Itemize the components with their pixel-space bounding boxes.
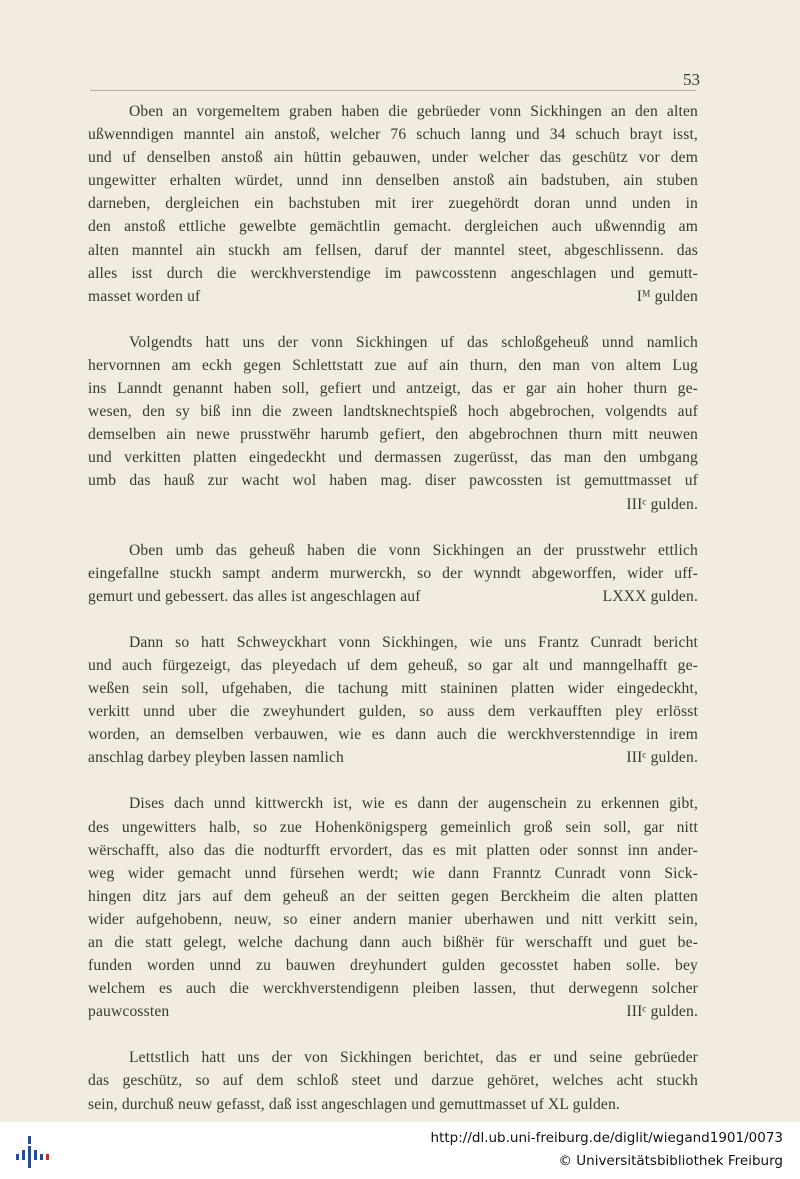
paragraph xyxy=(88,631,698,770)
text-line: eingefallne stuckh sampt anderm murwerckh, so der wynndt abgeworffen, wider uff- xyxy=(88,564,698,582)
text-line: und auch fürgezeigt, das pleyedach uf dem geheuß, so gar alt und manngelhafft ge- xyxy=(88,656,698,674)
text-line-end: anschlag darbey pleyben lassen namlich xyxy=(88,749,344,767)
text-line: weg wider gemacht unnd fürsehen werdt; wie dann Franntz Cunradt vonn Sick- xyxy=(88,864,698,882)
amount-value: IIIᶜ gulden. xyxy=(626,1003,698,1021)
paragraph xyxy=(88,792,698,1023)
text-line-end: gemurt und gebessert. das alles ist angeschlagen auf xyxy=(88,587,421,605)
paragraph xyxy=(88,331,698,516)
text-line: den anstoß ettliche gewelbte gemächtlin gemacht. dergleichen auch ußwenndig am xyxy=(88,218,698,236)
text-line-end: pauwcossten xyxy=(88,1003,170,1021)
text-line: hervornnen am eckh gegen Schlettstatt zue auf ain thurn, den man von altem Lug xyxy=(88,356,698,374)
text-line: alles isst durch die werckhverstendige im pawcosstenn angeschlagen und gemutt- xyxy=(88,264,698,282)
text-line: wesen, den sy biß inn die zween landtsknechtspieß hoch abgebrochen, volgendts auf xyxy=(88,403,698,421)
text-line: Dann so hatt Schweyckhart vonn Sickhingen, wie uns Frantz Cunradt bericht xyxy=(129,633,698,651)
text-line: welchem es auch die werckhverstendigenn pleiben lassen, thut derwegenn solcher xyxy=(88,980,698,998)
text-line: wërschafft, also das die nodturfft ervordert, das es mit platten oder sonnst inn ander- xyxy=(88,841,698,859)
text-line: darneben, dergleichen ein bachstuben mit irer zuegehördt doran unnd unden in xyxy=(88,195,698,213)
header-rule xyxy=(90,90,696,91)
document-url-link[interactable]: http://dl.ub.uni-freiburg.de/diglit/wiegand1901/0073 xyxy=(430,1130,783,1146)
amount-value: Iᴹ gulden xyxy=(636,287,698,305)
text-line: Oben umb das geheuß haben die vonn Sickhingen an der prusstwehr ettlich xyxy=(129,541,698,559)
text-line-final xyxy=(88,493,698,516)
text-line-final xyxy=(88,746,698,769)
text-line: ußwenndigen manntel ain anstoß, welcher 76 schuch lanng und 34 schuch brayt isst, xyxy=(88,126,698,144)
text-line-final xyxy=(88,1000,698,1023)
text-line-final xyxy=(88,285,698,308)
page-number: 53 xyxy=(683,70,700,89)
amount-value: LXXX gulden. xyxy=(602,587,698,605)
ub-freiburg-logo-icon xyxy=(12,1132,52,1172)
text-line: an die statt gelegt, welche dachung dann auch bißhër für werschafft und guet be- xyxy=(88,934,698,951)
text-line: wider aufgehobenn, neuw, so einer andern manier uberhawen und nitt verkitt sein, xyxy=(88,910,698,928)
text-line-end: masset worden uf xyxy=(88,287,201,305)
amount-value: IIIᶜ gulden. xyxy=(626,749,698,767)
copyright-text: © Universitätsbibliothek Freiburg xyxy=(558,1153,783,1169)
text-line: Oben an vorgemeltem graben haben die gebrüeder vonn Sickhingen an den alten xyxy=(129,103,698,120)
text-line-final xyxy=(88,585,698,608)
footer-bar xyxy=(0,1122,800,1179)
text-line-end: sein, durchuß neuw gefasst, daß isst angeschlagen und gemuttmasset uf XL gulden. xyxy=(88,1095,620,1113)
text-line: funden worden unnd zu bauwen dreyhundert gulden gecosstet haben solle. bey xyxy=(88,957,698,975)
text-line: ins Lanndt genannt haben soll, gefiert und antzeigt, das er gar ain hoher thurn ge- xyxy=(88,380,698,398)
paragraph xyxy=(88,100,698,308)
text-line: ungewitter erhalten würdet, unnd inn denselben anstoß ain badstuben, ain stuben xyxy=(88,172,698,190)
text-line: Dises dach unnd kittwerckh ist, wie es dann der augenschein zu erkennen gibt, xyxy=(129,795,698,813)
document-body xyxy=(88,100,698,1122)
paragraph xyxy=(88,539,698,608)
text-line: worden, an demselben verbauwen, wie es dann auch die werckhverstenndige in irem xyxy=(88,726,698,744)
text-line: verkitt unnd uber die zweyhundert gulden, so auss dem verkaufften pley erlösst xyxy=(88,703,698,721)
text-line: Lettstlich hatt uns der von Sickhingen berichtet, das er und seine gebrüeder xyxy=(129,1049,698,1067)
text-line: des ungewitters halb, so zue Hohenkönigsperg gemeinlich groß sein soll, gar nitt xyxy=(88,818,698,836)
paragraph xyxy=(88,1046,698,1115)
text-line: weßen sein soll, ufgehaben, die tachung mitt staininen platten wider eingedeckht, xyxy=(88,680,698,698)
text-line: hingen ditz jars auf dem geheuß an der seitten gegen Berckheim die alten platten xyxy=(88,887,698,905)
text-line: umb das hauß zur wacht wol haben mag. diser pawcossten ist gemuttmasset uf xyxy=(88,472,698,490)
text-line: und uf denselben anstoß ain hüttin gebauwen, under welcher das geschütz vor dem xyxy=(88,149,698,167)
amount-value: IIIᶜ gulden. xyxy=(626,495,698,513)
text-line-final xyxy=(88,1093,698,1116)
text-line: Volgendts hatt uns der vonn Sickhingen uf das schloßgeheuß unnd namlich xyxy=(129,333,698,351)
text-line: demselben ain newe prusstwëhr harumb gefiert, den abgebrochnen thurn mitt neuwen xyxy=(88,426,698,444)
text-line: das geschütz, so auf dem schloß steet und darzue gehöret, welches acht stuckh xyxy=(88,1072,698,1090)
text-line: alten manntel ain stuckh am fellsen, daruf der manntel steet, abgeschlissenn. das xyxy=(88,241,698,259)
text-line: und verkitten platten eingedeckht und dermassen zugerüsst, das man den umbgang xyxy=(88,449,698,467)
